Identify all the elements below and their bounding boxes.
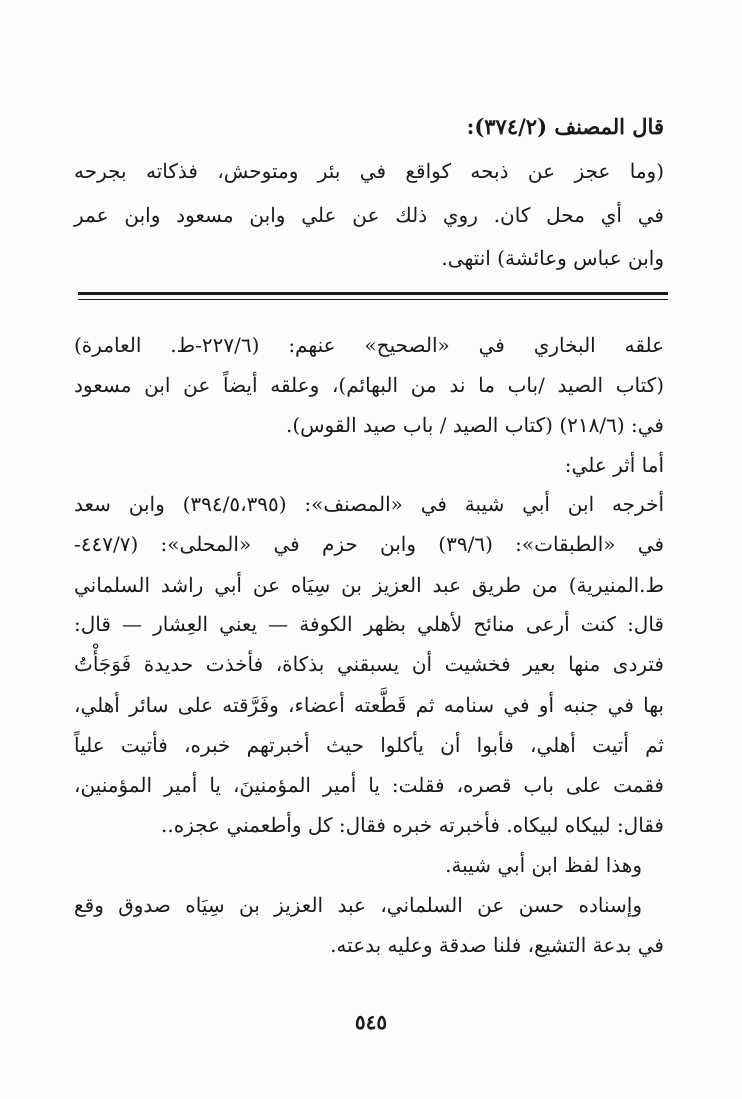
footnote-line-8: قال: كنت أرعى منائح لأهلي بظهر الكوفة — يعني العِشار — قال:: [74, 612, 664, 636]
separator-rule-thick: [78, 292, 668, 295]
footnote-line-9: فتردى منها بعير فخشيت أن يسبقني بذكاة، فأخذت حديدة فَوَجَأْتُ: [74, 652, 664, 676]
quote-line-3: وابن عباس وعائشة) انتهى.: [441, 246, 664, 270]
footnote-line-15: وإسناده حسن عن السلماني، عبد العزيز بن سِيَاه صدوق وقع: [74, 893, 642, 917]
section-heading: قال المصنف (٣٧٤/٢):: [466, 114, 664, 139]
footnote-line-14: وهذا لفظ ابن أبي شيبة.: [445, 853, 642, 877]
footnote-line-12: فقمت على باب قصره، فقلت: يا أمير المؤمنينَ، يا أمير المؤمنين،: [74, 773, 664, 797]
separator-rule-thin: [78, 299, 668, 300]
footnote-line-13: فقال: لبيكاه لبيكاه. فأخبرته خبره فقال: كل وأطعمني عجزه..: [161, 813, 664, 837]
quote-line-1: (وما عجز عن ذبحه كواقع في بئر ومتوحش، فذكاته بجرحه: [74, 159, 664, 183]
footnote-line-11: ثم أتيت أهلي، فأبوا أن يأكلوا حيث أخبرتهم خبره، فأتيت علياً: [74, 733, 664, 757]
quote-line-2: في أي محل كان. روي ذلك عن علي وابن مسعود وابن عمر: [74, 203, 664, 227]
footnote-line-4: أما أثر علي:: [564, 453, 664, 477]
footnote-line-5: أخرجه ابن أبي شيبة في «المصنف»: (٣٩٤/٥،٣٩٥) وابن سعد: [74, 492, 664, 516]
footnote-line-2: (كتاب الصيد /باب ما ند من البهائم)، وعلقه أيضاً عن ابن مسعود: [74, 373, 664, 397]
page-number: ٥٤٥: [354, 1010, 388, 1034]
footnote-line-6: في «الطبقات»: (٣٩/٦) وابن حزم في «المحلى»: (٤٤٧/٧-: [74, 532, 664, 556]
footnote-line-10: بها في جنبه أو في سنامه ثم قَطَّعته أعضاء، وفَرَّقته على سائر أهلي،: [74, 693, 664, 717]
footnote-line-1: علقه البخاري في «الصحيح» عنهم: (٢٢٧/٦-ط. العامرة): [74, 333, 665, 357]
footnote-line-3: في: (٢١٨/٦) (كتاب الصيد / باب صيد القوس).: [285, 413, 664, 437]
footnote-line-16: في بدعة التشيع، فلنا صدقة وعليه بدعته.: [330, 933, 664, 957]
footnote-line-7: ط.المنيرية) من طريق عبد العزيز بن سِيَاه عن أبي راشد السلماني: [74, 573, 664, 597]
